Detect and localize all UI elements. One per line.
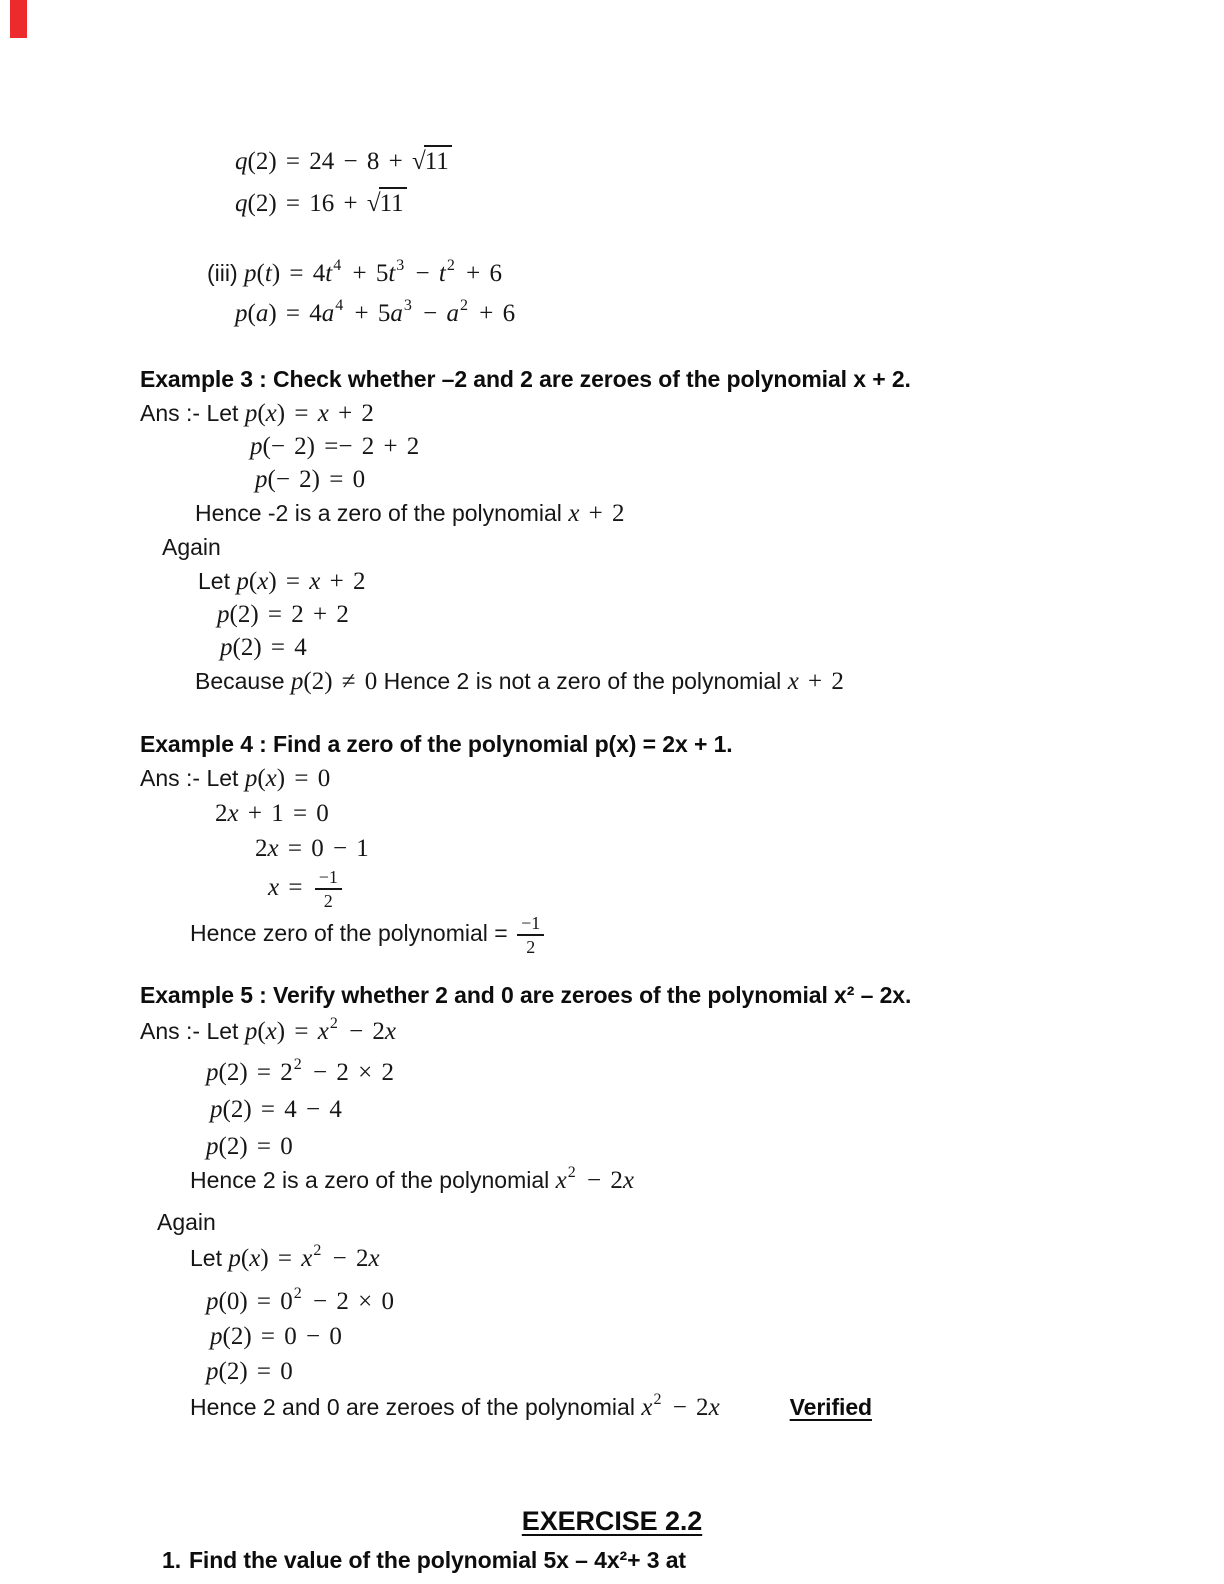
fraction-numerator: −1 bbox=[315, 867, 342, 890]
math-run: ( bbox=[240, 1244, 250, 1272]
math-variable: p bbox=[250, 433, 263, 460]
fraction-denominator: 2 bbox=[323, 891, 333, 912]
math-variable: x bbox=[309, 568, 321, 595]
math-variable: x bbox=[787, 668, 799, 695]
math-run: (2) = 0 bbox=[218, 1357, 293, 1385]
math-run: − 2 bbox=[339, 1017, 385, 1045]
bold-text-run: Example 4 : Find a zero of the polynomial p(x) = 2x + 1. bbox=[140, 731, 733, 757]
math-variable: x bbox=[265, 765, 277, 792]
fraction-denominator: 2 bbox=[526, 937, 536, 958]
math-run: (2) = 0 − 0 bbox=[222, 1322, 342, 1350]
math-variable: p bbox=[210, 1095, 223, 1123]
text-run: (iii) bbox=[207, 260, 245, 286]
fraction-numerator: −1 bbox=[517, 913, 544, 936]
math-run: ) = bbox=[276, 1017, 318, 1045]
eq-q2-step-1 bbox=[0, 145, 1224, 180]
math-variable: p bbox=[235, 300, 248, 327]
bold-text-run: Example 5 : Verify whether 2 and 0 are zeroes of the polynomial x² – 2x. bbox=[140, 981, 912, 1008]
math-variable: p bbox=[206, 1132, 219, 1160]
math-run: − 2 bbox=[577, 1166, 623, 1194]
ex3-conclusion-1 bbox=[0, 498, 1224, 532]
math-variable: a bbox=[390, 300, 403, 327]
text-run: Again bbox=[157, 1208, 216, 1235]
math-run: (− 2) = 0 bbox=[267, 466, 366, 493]
ex5-let-line bbox=[0, 1243, 1224, 1277]
math-variable: p bbox=[244, 260, 257, 287]
ex5-step-1 bbox=[0, 1055, 1224, 1091]
exercise-heading bbox=[0, 1506, 1224, 1541]
math-run: + 2 bbox=[320, 568, 366, 595]
text-run: Hence 2 is not a zero of the polynomial bbox=[377, 668, 788, 694]
math-variable: p bbox=[210, 1322, 223, 1350]
math-superscript: 2 bbox=[446, 257, 455, 274]
math-run: + 1 = 0 bbox=[238, 800, 329, 827]
math-run: ) = bbox=[268, 568, 310, 595]
math-variable: q bbox=[235, 148, 248, 175]
math-run: 2 bbox=[215, 800, 228, 827]
section-heading-text: EXERCISE 2.2 bbox=[521, 1505, 703, 1536]
math-run: + 2 bbox=[328, 400, 374, 427]
exercise-item-1 bbox=[0, 1545, 1224, 1579]
math-run: (0) = 0 bbox=[218, 1287, 293, 1315]
math-run: + 5 bbox=[343, 260, 389, 287]
math-superscript: 2 bbox=[329, 1014, 338, 1032]
math-variable: t bbox=[264, 260, 272, 287]
eq-part-iii-pa bbox=[0, 299, 1224, 332]
text-run: Hence -2 is a zero of the polynomial bbox=[195, 500, 569, 526]
ex4-step-3 bbox=[0, 869, 1224, 913]
ex5-step-4 bbox=[0, 1284, 1224, 1320]
math-variable: x bbox=[384, 1017, 397, 1045]
math-variable: x bbox=[568, 500, 580, 527]
text-run: Ans :- Let bbox=[140, 765, 245, 791]
math-square-root bbox=[367, 190, 407, 217]
ex4-step-2 bbox=[0, 834, 1224, 867]
ex4-conclusion bbox=[0, 915, 1224, 959]
math-run: ) = 4 bbox=[268, 300, 322, 327]
ex3-let-line bbox=[0, 566, 1224, 600]
math-fraction bbox=[315, 867, 342, 911]
text-run: Let bbox=[190, 1244, 229, 1271]
math-run: (− 2) =− 2 + 2 bbox=[262, 433, 420, 460]
math-variable: p bbox=[217, 601, 230, 628]
math-variable: p bbox=[244, 1017, 258, 1045]
math-variable: x bbox=[265, 1017, 277, 1045]
math-variable: p bbox=[244, 400, 258, 427]
math-superscript: 2 bbox=[567, 1163, 576, 1181]
math-variable: p bbox=[206, 1357, 219, 1385]
ex5-ans-line bbox=[0, 1016, 1224, 1050]
math-fraction bbox=[517, 913, 544, 957]
text-run: Ans :- Let bbox=[140, 400, 245, 426]
bold-text-run: Find the value of the polynomial 5x – 4x²+ 3 at bbox=[188, 1546, 686, 1573]
math-run: (2) = 2 bbox=[218, 1058, 293, 1086]
math-superscript: 4 bbox=[333, 257, 342, 274]
math-run: + 5 bbox=[345, 300, 391, 327]
math-superscript: 2 bbox=[313, 1241, 322, 1259]
ex5-step-5 bbox=[0, 1322, 1224, 1355]
example-3-heading bbox=[0, 364, 1224, 398]
math-run: − 2 × 2 bbox=[303, 1058, 394, 1086]
math-variable: a bbox=[255, 300, 269, 327]
math-run: ( bbox=[256, 260, 265, 287]
ex4-step-1 bbox=[0, 799, 1224, 832]
math-run: = bbox=[279, 873, 312, 901]
math-variable: t bbox=[325, 260, 333, 287]
math-variable: p bbox=[206, 1287, 219, 1315]
math-variable: p bbox=[206, 1058, 219, 1086]
ex4-ans-line bbox=[0, 763, 1224, 797]
math-run: − 2 bbox=[323, 1244, 369, 1272]
ex3-step-1 bbox=[0, 432, 1224, 465]
math-variable: q bbox=[235, 190, 248, 217]
text-run: Because bbox=[195, 668, 291, 694]
math-variable: p bbox=[255, 466, 268, 493]
math-variable: x bbox=[317, 1017, 329, 1045]
radical-sign: √ bbox=[411, 148, 426, 175]
text-run: Hence 2 and 0 are zeroes of the polynomial bbox=[190, 1393, 642, 1420]
radicand: 11 bbox=[379, 187, 407, 219]
math-superscript: 3 bbox=[396, 257, 405, 274]
ex5-conclusion-1 bbox=[0, 1165, 1224, 1199]
math-superscript: 2 bbox=[293, 1284, 302, 1302]
math-superscript: 2 bbox=[459, 297, 468, 314]
math-run: ) = 0 bbox=[276, 765, 331, 792]
math-variable: x bbox=[268, 873, 280, 901]
ex5-again-label bbox=[0, 1207, 1224, 1241]
math-variable: t bbox=[438, 260, 446, 287]
math-variable: x bbox=[301, 1244, 313, 1272]
math-run: (2) = 0 bbox=[218, 1132, 293, 1160]
radical-sign: √ bbox=[366, 190, 381, 217]
math-variable: p bbox=[244, 765, 258, 792]
text-run: Hence 2 is a zero of the polynomial bbox=[190, 1166, 556, 1193]
example-4-heading bbox=[0, 729, 1224, 763]
math-run: − bbox=[413, 300, 447, 327]
math-variable: x bbox=[267, 835, 279, 862]
text-run: Again bbox=[162, 534, 221, 560]
math-run: − bbox=[406, 260, 439, 287]
ex3-ans-line bbox=[0, 398, 1224, 432]
math-run: + 6 bbox=[469, 300, 516, 327]
math-variable: x bbox=[708, 1393, 720, 1421]
text-run: Let bbox=[198, 568, 237, 594]
math-variable: p bbox=[290, 668, 304, 695]
ex3-step-3 bbox=[0, 600, 1224, 633]
math-variable: p bbox=[236, 568, 249, 595]
eq-q2-step-2 bbox=[0, 187, 1224, 222]
math-variable: x bbox=[641, 1393, 653, 1421]
math-run: ( bbox=[257, 1017, 266, 1045]
math-run: − 2 × 0 bbox=[303, 1287, 394, 1315]
ex3-conclusion-2 bbox=[0, 666, 1224, 700]
math-run: ) = bbox=[276, 400, 318, 427]
ex5-step-3 bbox=[0, 1132, 1224, 1165]
math-superscript: 2 bbox=[293, 1055, 302, 1073]
math-run: 2 bbox=[255, 835, 268, 862]
ex3-step-4 bbox=[0, 633, 1224, 666]
math-run: (2) = 16 + bbox=[247, 190, 367, 217]
math-variable: x bbox=[257, 568, 269, 595]
ex5-conclusion-2 bbox=[0, 1392, 1224, 1426]
math-variable: a bbox=[446, 300, 459, 327]
text-run: Ans :- Let bbox=[140, 1017, 245, 1044]
ex5-step-2 bbox=[0, 1095, 1224, 1128]
ex3-again-label bbox=[0, 532, 1224, 566]
math-square-root bbox=[412, 148, 452, 175]
underlined-bold-text: Verified bbox=[789, 1393, 872, 1420]
math-variable: x bbox=[622, 1166, 634, 1194]
math-variable: x bbox=[227, 800, 239, 827]
eq-part-iii-pt bbox=[0, 258, 1224, 292]
math-run: (2) = 4 bbox=[232, 634, 307, 661]
ex5-step-6 bbox=[0, 1357, 1224, 1390]
math-variable: x bbox=[249, 1244, 261, 1272]
math-run: + 6 bbox=[456, 260, 502, 287]
math-run: ( bbox=[248, 568, 258, 595]
math-run: ( bbox=[247, 300, 256, 327]
math-variable: t bbox=[388, 260, 396, 287]
text-run: Hence zero of the polynomial = bbox=[190, 920, 515, 947]
math-run: (2) = 24 − 8 + bbox=[247, 148, 412, 175]
math-superscript: 3 bbox=[403, 297, 412, 314]
math-variable: x bbox=[555, 1166, 567, 1194]
math-run: ( bbox=[257, 400, 266, 427]
math-run: ) = bbox=[260, 1244, 302, 1272]
math-variable: p bbox=[220, 634, 233, 661]
math-run: (2) ≠ 0 bbox=[303, 668, 378, 695]
math-variable: x bbox=[317, 400, 329, 427]
math-run: ( bbox=[257, 765, 266, 792]
bold-text-run: 1. bbox=[162, 1546, 181, 1573]
ex3-step-2 bbox=[0, 465, 1224, 498]
math-variable: p bbox=[228, 1244, 241, 1272]
math-variable: x bbox=[265, 400, 277, 427]
math-variable: x bbox=[368, 1244, 380, 1272]
math-superscript: 4 bbox=[335, 297, 344, 314]
math-run: (2) = 4 − 4 bbox=[222, 1095, 342, 1123]
math-run: + 2 bbox=[798, 668, 844, 695]
math-run: (2) = 2 + 2 bbox=[229, 601, 349, 628]
example-5-heading bbox=[0, 980, 1224, 1014]
math-run: ) = 4 bbox=[271, 260, 326, 287]
math-run: + 2 bbox=[579, 500, 625, 527]
math-superscript: 2 bbox=[653, 1390, 662, 1408]
math-run: − 2 bbox=[663, 1393, 709, 1421]
radicand: 11 bbox=[424, 145, 452, 177]
bold-text-run: Example 3 : Check whether –2 and 2 are zeroes of the polynomial x + 2. bbox=[140, 366, 911, 392]
math-variable: a bbox=[321, 300, 335, 327]
math-run: = 0 − 1 bbox=[278, 835, 369, 862]
